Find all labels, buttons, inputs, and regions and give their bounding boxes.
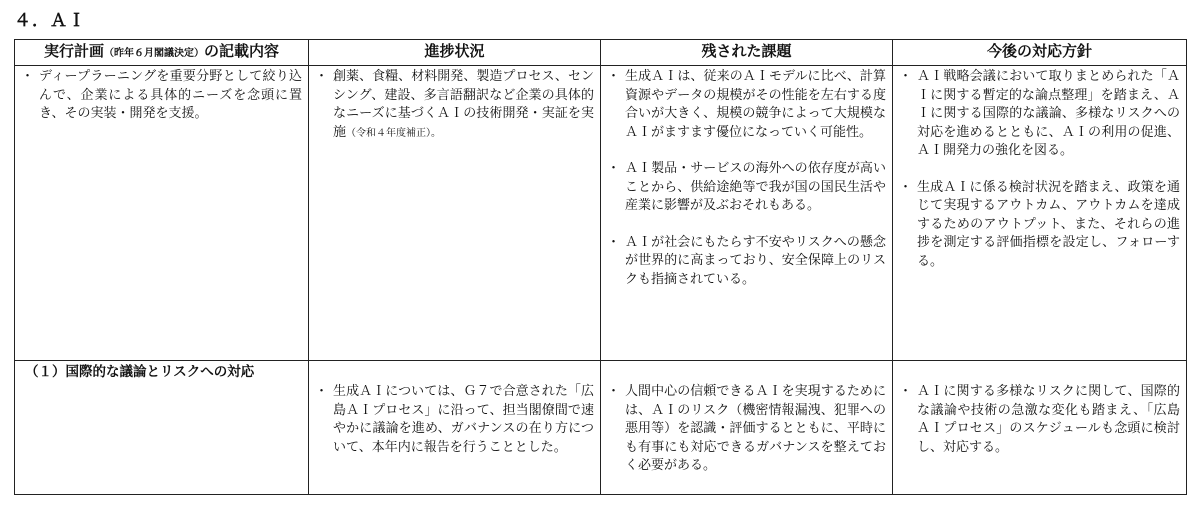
list-item: ・ 生成ＡＩに係る検討状況を踏まえ、政策を通じて実現するアウトカム、アウトカムを達成するためのアウトプット、また、それらの進捗を測定する評価指標を設定し、フォローする。 (899, 179, 1180, 272)
header-plan (15, 40, 309, 66)
table-row (15, 361, 1187, 495)
list-item (315, 68, 594, 143)
cell-policy (893, 361, 1187, 495)
header-plan-main: 実行計画 (43, 42, 104, 60)
table-header-row (15, 40, 1187, 66)
section-title: ４．ＡＩ (14, 11, 86, 31)
cell-policy (893, 66, 1187, 361)
header-plan-note: （昨年６月閣議決定） (104, 48, 204, 59)
list-item: ・ ＡＩ製品・サービスの海外への依存度が高いことから、供給途絶等で我が国の国民生活や産業に影響が及ぶおそれもある。 (607, 160, 886, 216)
cell-issues (601, 66, 893, 361)
cell-plan (15, 66, 309, 361)
progress-note: （令和４年度補正）。 (346, 127, 442, 139)
list-item: ・ 生成ＡＩについては、Ｇ７で合意された「広島ＡＩプロセス」に沿って、担当閣僚間で速やかに議論を進め、ガバナンスの在り方について、本年内に報告を行うこととした。 (315, 383, 594, 457)
subheading: （１）国際的な議論とリスクへの対応 (25, 364, 255, 380)
list-item: ・ ディープラーニングを重要分野として絞り込んで、企業による具体的ニーズを念頭に置き、その実装・開発を支援。 (21, 68, 302, 124)
header-issues: 残された課題 (601, 40, 893, 66)
cell-progress (309, 361, 601, 495)
header-policy: 今後の対応方針 (893, 40, 1187, 66)
progress-table (14, 39, 1187, 495)
cell-progress (309, 66, 601, 361)
header-plan-suffix: の記載内容 (204, 42, 280, 60)
list-item: ・ ＡＩ戦略会議において取りまとめられた「ＡＩに関する暫定的な論点整理」を踏まえ、ＡＩに関する国際的な議論、多様なリスクへの対応を進めるとともに、ＡＩの利用の促進、ＡＩ開発力の強化を図る。 (899, 68, 1180, 161)
list-item: ・ 生成ＡＩは、従来のＡＩモデルに比べ、計算資源やデータの規模がその性能を左右する度合いが大きく、規模の競争によって大規模なＡＩがますます優位になっていく可能性。 (607, 68, 886, 142)
list-item: ・ 人間中心の信頼できるＡＩを実現するためには、ＡＩのリスク（機密情報漏洩、犯罪への悪用等）を認識・評価するとともに、平時にも有事にも対応できるガバナンスを整えておく必要がある。 (607, 383, 886, 476)
list-item: ・ ＡＩが社会にもたらす不安やリスクへの懸念が世界的に高まっており、安全保障上のリスクも指摘されている。 (607, 234, 886, 290)
cell-issues (601, 361, 893, 495)
list-item: ・ ＡＩに関する多様なリスクに関して、国際的な議論や技術の急激な変化も踏まえ、「広島ＡＩプロセス」のスケジュールも念頭に検討し、対応する。 (899, 383, 1180, 457)
cell-subheading (15, 361, 309, 495)
header-progress: 進捗状況 (309, 40, 601, 66)
progress-text: 創薬、食糧、材料開発、製造プロセス、センシング、建設、多言語翻訳など企業の具体的なニーズに基づくＡＩの技術開発・実証を実施 (333, 69, 594, 140)
table-row (15, 66, 1187, 361)
